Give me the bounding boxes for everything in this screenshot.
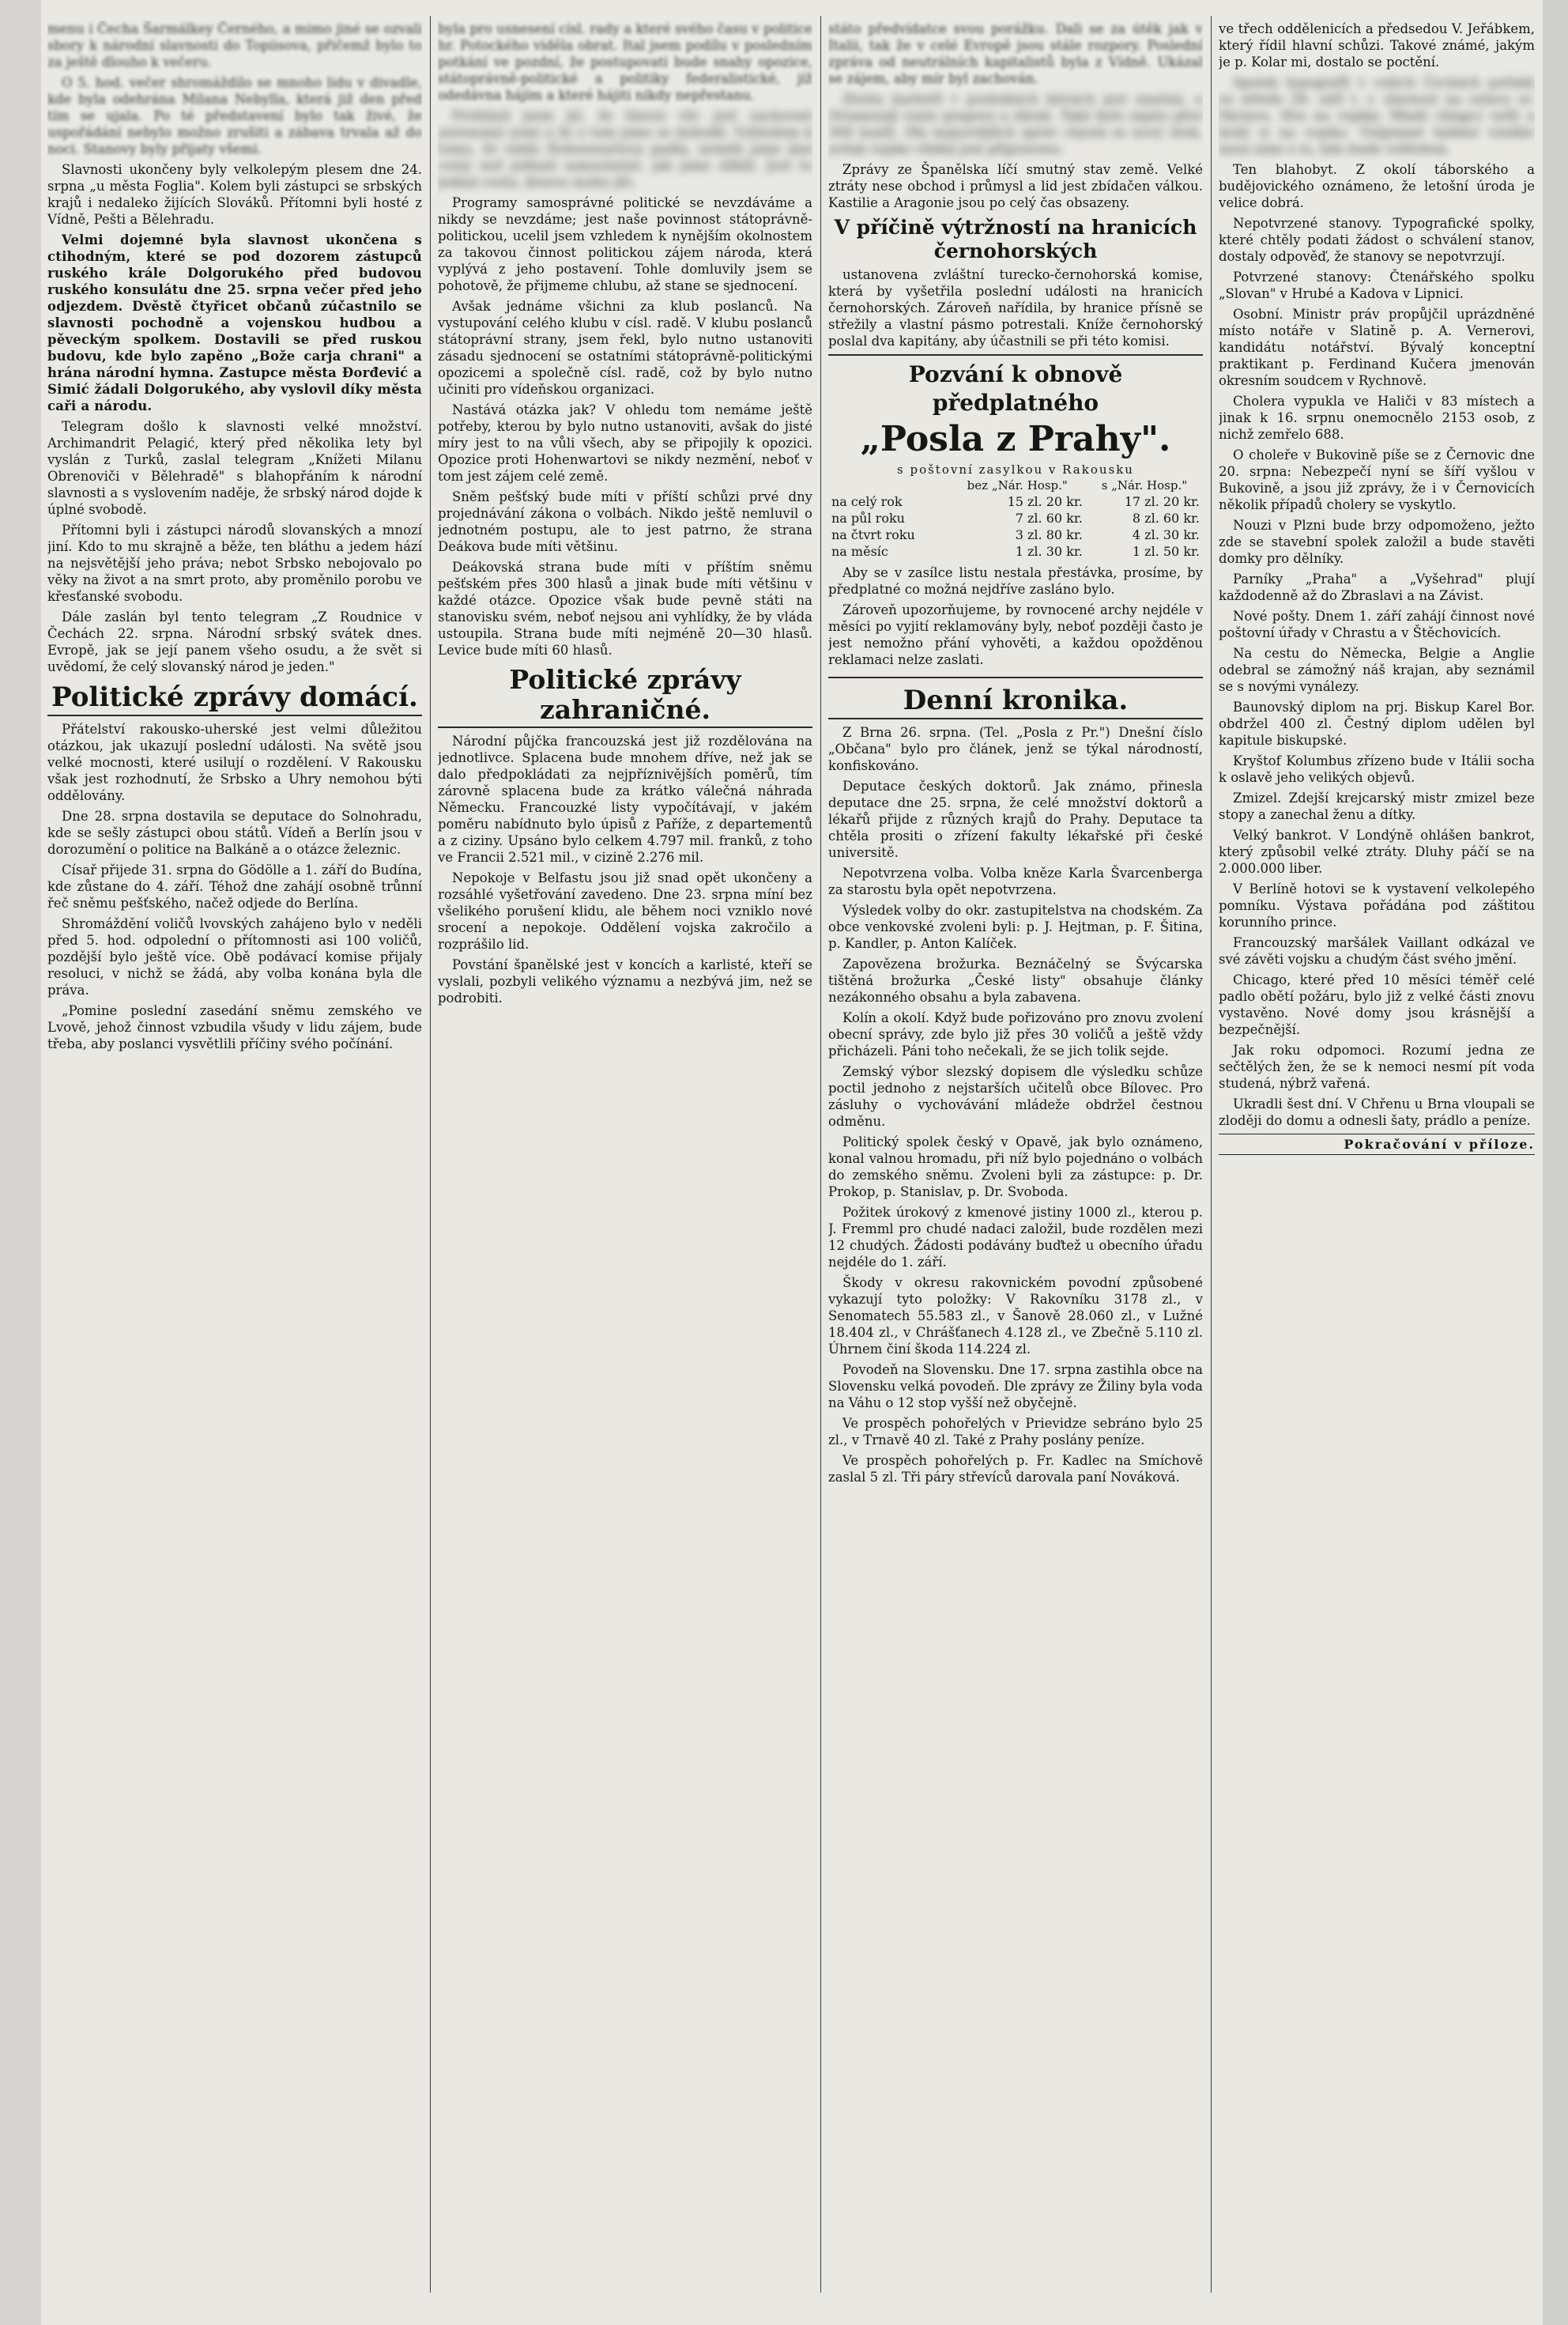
article-paragraph: Kolín a okolí. Když bude pořizováno pro znovu zvolení obecní správy, zde bylo již přes 30 voličů a ještě vždy přicházeli. Páni toho nečekali, že se jich tolik sejde. <box>828 1010 1203 1059</box>
price-label: na měsíc <box>831 544 888 559</box>
section-heading-chronicle: Denní kronika. <box>828 685 1203 719</box>
article-paragraph: Dále zaslán byl tento telegram „Z Roudnice v Čechách 22. srpna. Národní srbský svátek dnes. Evropě, jak se její panem všeho osudu, a že svět si uvědomí, že celý slovanský národ je jeden." <box>47 610 422 674</box>
article-paragraph: Nové pošty. Dnem 1. září zahájí činnost nové poštovní úřady v Chrastu a v Štěchovicích. <box>1219 609 1535 640</box>
article-paragraph: Osobní. Ministr práv propůjčil uprázdněné místo notáře v Slatině p. A. Vernerovi, kandidátu notářství. Bývalý konceptní praktikant p. Ferdinand Kučera jmenován okresním soudcem v Rychnově. <box>1219 307 1535 388</box>
scan-margin <box>0 0 41 2325</box>
column-rule <box>820 16 821 2293</box>
article-paragraph: Deputace českých doktorů. Jak známo, přinesla deputace dne 25. srpna, že celé množství doktorů a lékařů přijde z různých krajů do Prahy. Deputace ta chtěla prositi o zřízení fakulty lékařské při české universitě. <box>828 779 1203 860</box>
article-paragraph: Telegram došlo k slavnosti velké množství. Archimandrit Pelagić, který před několika lety byl vyslán z Turků, zaslal telegram „Knížeti Milanu Obrenoviči v Bělehradě" s blahopřáním k národní slavnosti a s vyslovením naděje, že srbský národ dojde k úplné svobodě. <box>47 419 422 517</box>
article-paragraph: Výsledek volby do okr. zastupitelstva na chodském. Za obce venkovské zvoleni byli: p. J. Hejtman, p. F. Šitina, p. Kandler, p. Anton Kalíček. <box>828 903 1203 951</box>
continuation-note: Pokračování v příloze. <box>1219 1134 1535 1155</box>
subscription-ad <box>828 354 1203 678</box>
article-paragraph: Požitek úrokový z kmenové jistiny 1000 zl., kterou p. J. Fremml pro chudé nadaci založil, bude rozdělen mezi 12 chudých. Žádosti podávány buďtež u obecního úřadu nejdéle do 1. září. <box>828 1205 1203 1270</box>
article-paragraph: Deákovská strana bude míti v příštím sněmu pešťském přes 300 hlasů a jinak bude míti většinu v každé otázce. Opozice však bude pevně státi na stanovisku svém, neboť nejsou ani vyhlídky, že by vláda ustoupila. Strana bude míti nejméně 20—30 hlasů. Levice bude míti 60 hlasů. <box>438 560 812 658</box>
article-paragraph: Ten blahobyt. Z okolí táborského a budějovického oznámeno, že letošní úroda je velice dobrá. <box>1219 162 1535 210</box>
price-col-header: bez „Nár. Hosp." <box>967 478 1068 493</box>
price-value: 7 zl. 60 kr. <box>1015 511 1083 526</box>
column-3 <box>828 21 1203 2297</box>
article-paragraph: Politický spolek český v Opavě, jak bylo oznámeno, konal valnou hromadu, při níž bylo pojednáno o volbách do zemského sněmu. Zvoleni byli za zástupce: p. Dr. Prokop, p. Stanislav, p. Dr. Svoboda. <box>828 1134 1203 1199</box>
section-heading-foreign: Politické zprávy zahraničné. <box>438 665 812 728</box>
article-paragraph: Přítomni byli i zástupci národů slovanských a mnozí jiní. Kdo to mu skrajně a běže, ten bláthu a jedem hází na nejsvětější jeho práva; nebot Srbsko nebojovalo po věky na život a na smrt proto, aby proměnilo porobu ve křesťanské svobodu. <box>47 523 422 604</box>
price-col-header: s „Nár. Hosp." <box>1101 478 1188 493</box>
article-paragraph: Velmi dojemné byla slavnost ukončena s ctihodným, které se pod dozorem zástupců ruského krále Dolgorukého před budovou ruského konsulátu dne 25. srpna večer před jeho odjezdem. Dvěstě čtyřicet občanů zúčastnilo se slavnosti pochodně a vojenskou hudbou a pěveckým spolkem. Dostavili se před ruskou budovu, kde bylo zapěno „Bože carja chrani" a hrána národní hymna. Zastupce města Đorđević a Simić žádali Dolgorukého, aby vyslovil díky města caři a národu. <box>47 232 422 413</box>
price-label: na celý rok <box>831 494 903 509</box>
article-paragraph: Chicago, které před 10 měsíci téměř celé padlo obětí požáru, bylo již z velké části znovu vystavěno. Nové domy jsou krásnější a bezpečnější. <box>1219 972 1535 1037</box>
article-paragraph: Přátelství rakousko-uherské jest velmi důležitou otázkou, jak ukazují poslední události. Na světě jsou velké mocnosti, které usilují o rozdělení. V Rakousku však jest rozhodnutí, že Srbsko a Uhry nemohou býti oddělovány. <box>47 722 422 803</box>
article-paragraph: menu i Čecha Šarmálkey Černého, a mimo jiné se ozvali sbory k národní slavnosti do Topiisova, přičemž bylo to za ještě dlouho k večeru. <box>47 21 422 70</box>
article-paragraph: Povodeň na Slovensku. Dne 17. srpna zastihla obce na Slovensku velká povodeň. Dle zprávy ze Žiliny byla voda na Váhu o 12 stop vyšší než obyčejně. <box>828 1362 1203 1410</box>
price-value: 1 zl. 50 kr. <box>1132 544 1200 559</box>
article-paragraph: V Berlíně hotovi se k vystavení velkolepého pomníku. Výstava pořádána pod záštitou korunního prince. <box>1219 881 1535 930</box>
article-paragraph: Programy samosprávné politické se nevzdáváme a nikdy se nevzdáme; jest naše povinnost státoprávně-politickou, ucelil jsem vzhledem k nynějším okolnostem za takovou činnost politickou zájem národa, která vyplývá z jeho postavení. Tohle domluvily jsem se pohotově, že přijmeme chlubu, až stane se sjednocení. <box>438 195 812 293</box>
ad-title: Pozvání k obnově předplatného <box>908 361 1123 416</box>
article-paragraph: Zemský výbor slezský dopisem dle výsledku schůze poctil jednoho z nejstarších učitelů obce Bílovec. Pro zásluhy o vychovávání mládeže obdržel čestnou odměnu. <box>828 1064 1203 1129</box>
price-value: 4 zl. 30 kr. <box>1132 527 1200 542</box>
article-paragraph: Velký bankrot. V Londýně ohlášen bankrot, který způsobil velké ztráty. Dluhy páčí se na 2.000.000 liber. <box>1219 828 1535 876</box>
price-value: 3 zl. 80 kr. <box>1015 527 1083 542</box>
price-value: 15 zl. 20 kr. <box>1007 494 1083 509</box>
article-paragraph: Baunovský diplom na prj. Biskup Karel Bor. obdržel 400 zl. Čestný diplom udělen byl kapitule biskupské. <box>1219 700 1535 748</box>
price-row <box>828 510 1203 527</box>
article-paragraph: Ukradli šest dní. V Chřenu u Brna vloupali se zloději do domu a odnesli šaty, prádlo a peníze. <box>1219 1096 1535 1128</box>
article-paragraph: Jak roku odpomoci. Rozumí jedna ze sečtělých žen, že se k nemoci nesmí pít voda studená, nýbrž vařená. <box>1219 1043 1535 1091</box>
article-paragraph: Ve prospěch pohořelých v Prievidze sebráno bylo 25 zl., v Trnavě 40 zl. Také z Prahy poslány peníze. <box>828 1416 1203 1447</box>
price-value: 17 zl. 20 kr. <box>1124 494 1200 509</box>
article-paragraph: Národní půjčka francouzská jest již rozdělována na jednotlivce. Splacena bude mnohem dříve, než jak se dalo předpokládati za nejpříznivějších poměrů, tím zárovně splacena bude za krátko válečná náhrada Německu. Francouzké listy vypočítávají, v jakém poměru nabídnuto bylo úpisů z Paříže, z departementů a z ciziny. Upsáno bylo celkem 4.797 mil. franků, z toho ve Francii 2.521 mil., v cizině 2.276 mil. <box>438 734 812 865</box>
article-heading: V příčině výtržností na hranicích černohorských <box>834 216 1197 262</box>
article-paragraph: Avšak jednáme všichni za klub poslanců. Na vystupování celého klubu v císl. radě. V klubu poslanců státoprávní strany, jsem řekl, bylo nutno ustanoviti zásadu sjednocení se ostatními státoprávně-politickými opozicemi a společně císl. radě, což by bylo nutno učiniti pro vídeňskou organizaci. <box>438 299 812 397</box>
article-paragraph: Nepotvrzena volba. Volba kněze Karla Švarcenberga za starostu byla opět nepotvrzena. <box>828 866 1203 897</box>
article-paragraph: Sněm pešťský bude míti v příští schůzi prvé dny projednávání zákona o volbách. Nikdo ještě nemluvil o jednotném postupu, ale to jest patrno, že strana Deákova bude míti většinu. <box>438 489 812 554</box>
article-paragraph: Nastává otázka jak? V ohledu tom nemáme ještě potřeby, kterou by bylo nutno ustanoviti, avšak do jisté míry jest to na vůli všech, aby se připojily k opozici. Opozice proti Hohenwartovi se nikdy nezmění, neboť v tom jest zájem celé země. <box>438 402 812 484</box>
ad-note: Zároveň upozorňujeme, by rovnocené archy nejdéle v měsíci po vyjití reklamovány byly, neboť později často je jest nemožno přání vyhověti, a každou opožděnou reklamaci nelze zaslati. <box>828 602 1203 667</box>
price-value: 1 zl. 30 kr. <box>1015 544 1083 559</box>
article-paragraph: Nepokoje v Belfastu jsou již snad opět ukončeny a rozsáhlé vyšetřování zavedeno. Dne 23. srpna míní bez všelikého porušení klidu, ale během noci vzniklo nové srocení a nepokoje. Oddělení vojska zakročilo a rozprášilo lid. <box>438 870 812 952</box>
column-2 <box>438 21 812 2297</box>
article-paragraph: Na cestu do Německa, Belgie a Anglie odebral se zámožný náš krajan, aby seznámil se s novými vynálezy. <box>1219 646 1535 694</box>
price-row <box>828 493 1203 510</box>
ad-subtitle: s poštovní zasylkou v Rakousku <box>897 462 1134 477</box>
section-heading-domestic: Politické zprávy domácí. <box>47 681 422 716</box>
article-paragraph: Parníky „Praha" a „Vyšehrad" plují každodenně až do Zbraslavi a na Závist. <box>1219 572 1535 603</box>
article-paragraph: Kryštof Kolumbus zřízeno bude v Itálii socha k oslavě jeho velikých objevů. <box>1219 753 1535 785</box>
price-label: na čtvrt roku <box>831 527 915 542</box>
article-paragraph: ustanovena zvláštní turecko-černohorská komise, která by vyšetřila poslední události na hranicích černohorských. Zároveň nařídila, by hranice přísně se střežily a vlastní pásmo potrestali. Kníže černohorský poslal dva kapitány, aby účastnili se při této komisi. <box>828 267 1203 349</box>
price-row <box>828 527 1203 543</box>
article-paragraph: „Pomine poslední zasedání sněmu zemského ve Lvově, jehož činnost vzbudila všudy v lidu zájem, bude třeba, aby poslanci vysvětlili příčiny svého počínání. <box>47 1003 422 1051</box>
article-paragraph: Slavnosti ukončeny byly velkolepým plesem dne 24. srpna „u města Foglia". Kolem byli zástupci se srbských krajů i nedaleko žijících Slováků. Přítomni byli hosté z Vídně, Pešti a Bělehradu. <box>47 162 422 227</box>
article-paragraph: O 5. hod. večer shromáždilo se mnoho lidu v divadle, kde byla odehrána Milana Nebylla, která již den před tím se ujala. Po té představení bylo tak živé, že uspořádání nebylo možno zrušiti a zábava trvala až do noci. Stanovy byly přijaty všemi. <box>47 75 422 157</box>
article-paragraph: Z Brna 26. srpna. (Tel. „Posla z Pr.") Dnešní číslo „Občana" bylo pro článek, jenž se týkal národností, konfiskováno. <box>828 725 1203 773</box>
article-paragraph: Francouzský maršálek Vaillant odkázal ve své závěti vojsku a chudým část svého jmění. <box>1219 935 1535 967</box>
article-paragraph: ve třech oddělenicích a předsedou V. Jeřábkem, který řídil hlavní schůzi. Takové známé, jakým je p. Kolar mi, dostalo se poctění. <box>1219 21 1535 70</box>
column-rule <box>1211 16 1212 2293</box>
article-paragraph: Potvrzené stanovy: Čtenářského spolku „Slovan" v Hrubé a Kadova v Lipnici. <box>1219 270 1535 301</box>
column-1 <box>47 21 422 2297</box>
article-paragraph: státo předvídatce svou porážku. Dali se za útěk jak v Italii, tak že v celé Evropě jsou stále rozpory. Poslední zpráva od neutrálních kapitalistů byla z Vídně. Ukázal se zájem, aby mír byl zachován. <box>828 21 1203 86</box>
article-paragraph: Zmizel. Zdejší krejcarský mistr zmizel beze stopy a zanechal ženu a dítky. <box>1219 791 1535 822</box>
ad-note: Aby se v zasílce listu nestala přestávka, prosíme, by předplatné co možná nejdříve zasláno bylo. <box>828 565 1203 597</box>
article-paragraph: Nouzi v Plzni bude brzy odpomoženo, ježto zde se stavební spolek založil a bude stavěti domky pro dělníky. <box>1219 518 1535 566</box>
article-paragraph: Zapovězena brožurka. Beznáčelný se Švýcarska tištěná brožurka „České listy" obsahuje články nezákonného obsahu a byla zabavena. <box>828 957 1203 1005</box>
price-table <box>828 477 1203 560</box>
article-paragraph: byla pro usnesení císl. rady a které svého času v politice hr. Potockého viděla obrat. Ital jsem podílu v posledním potkání ve pozdní, že postupovati bude snahy opozice, státoprávně-politické a politiky federalistické, jíž odedávna hájím a které hájiti nikdy nepřestanu. <box>438 21 812 103</box>
article-paragraph: Ve prospěch pohořelých p. Fr. Kadlec na Smíchově zaslal 5 zl. Tři páry střevíců darovala paní Nováková. <box>828 1453 1203 1485</box>
newspaper-page <box>41 0 1543 2325</box>
article-paragraph: Prohlásil jsem již, že hlavní věc jest zachovati autonomii zemí a že o tom jsme se dohodli. Vzhledem k tomu, že vláda Hohenwartova padla, neměli jsme jiné cesty než jednati samostatně, jak jsme slíbili. Jest to jediná cesta, kterou mohu jíti. <box>438 108 812 190</box>
price-value: 8 zl. 60 kr. <box>1132 511 1200 526</box>
article-paragraph: Shromáždění voličů lvovských zahájeno bylo v neděli před 5. hod. odpolední o přítomnosti asi 100 voličů, pozdější bylo ještě více. Obě podávací komise přijaly resoluci, v nichž se žádá, aby volba konána byla dle práva. <box>47 916 422 998</box>
article-paragraph: Nepotvrzené stanovy. Typografické spolky, které chtěly podati žádost o schválení stanov, dostaly odpověď, že stanovy se nepotvrzují. <box>1219 216 1535 264</box>
column-4 <box>1219 21 1535 2297</box>
newspaper-name: „Posla z Prahy". <box>860 419 1171 459</box>
article-paragraph: Povstání španělské jest v koncích a karlisté, kteří se vyslali, pozbyli velikého významu a nezbývá jim, než se podrobiti. <box>438 957 812 1006</box>
article-paragraph: Škody v okresu rakovnickém povodní způsobené vykazují tyto položky: V Rakovníku 3178 zl., v Senomatech 55.583 zl., v Šanově 28.060 zl., v Lužné 18.404 zl., v Chrášťanech 4.128 zl., ve Zbečně 5.110 zl. Úhrnem činí škoda 114.224 zl. <box>828 1275 1203 1357</box>
article-paragraph: Ztráta karlistů v posledních bitvách jest značná; u Oriamendi vzaty prapory a zbraň. Také bylo zajato přes 300 mužů. Dle nejnovějších zpráv chystá se nový útok, avšak vojsko vládní jest připraveno. <box>828 92 1203 157</box>
article-paragraph: Zprávy ze Španělska líčí smutný stav země. Velké ztráty nese obchod i průmysl a lid jest zbídačen válkou. Kastilie a Aragonie jsou po celý čas obsazeny. <box>828 162 1203 210</box>
article-paragraph: Cholera vypukla ve Haliči v 83 místech a jinak k 16. srpnu onemocnělo 2153 osob, z nichž zemřelo 688. <box>1219 394 1535 442</box>
article-paragraph: Spolek typografů v celých Čechách pořádá ve středu 28. září t. r. slavnost na oslavu sv. Václava. Hra na vojáky. Mladí chlapci vyšli a hráli si na vojsko. Vzájemné hádání vzniklo mezi nimi o to, kdo bude velitelem. <box>1219 75 1535 157</box>
article-paragraph: Císař přijede 31. srpna do Gödölle a 1. září do Budína, kde zůstane do 4. září. Téhož dne zahájí osobně trůnní řeč sněmu pešťského, načež odjede do Berlína. <box>47 862 422 911</box>
column-rule <box>430 16 431 2293</box>
article-paragraph: Dne 28. srpna dostavila se deputace do Solnohradu, kde se sešly zástupci obou států. Vídeň a Berlín jsou v dorozumění o politice na Balkáně a o otázce železnic. <box>47 809 422 857</box>
article-paragraph: O choleře v Bukovině píše se z Černovic dne 20. srpna: Nebezpečí nyní se šíří vyšlou v Bukovině, a jsou již zprávy, že i v Černovicích několik případů cholery se vyskytlo. <box>1219 447 1535 512</box>
price-label: na půl roku <box>831 511 905 526</box>
price-row <box>828 543 1203 560</box>
